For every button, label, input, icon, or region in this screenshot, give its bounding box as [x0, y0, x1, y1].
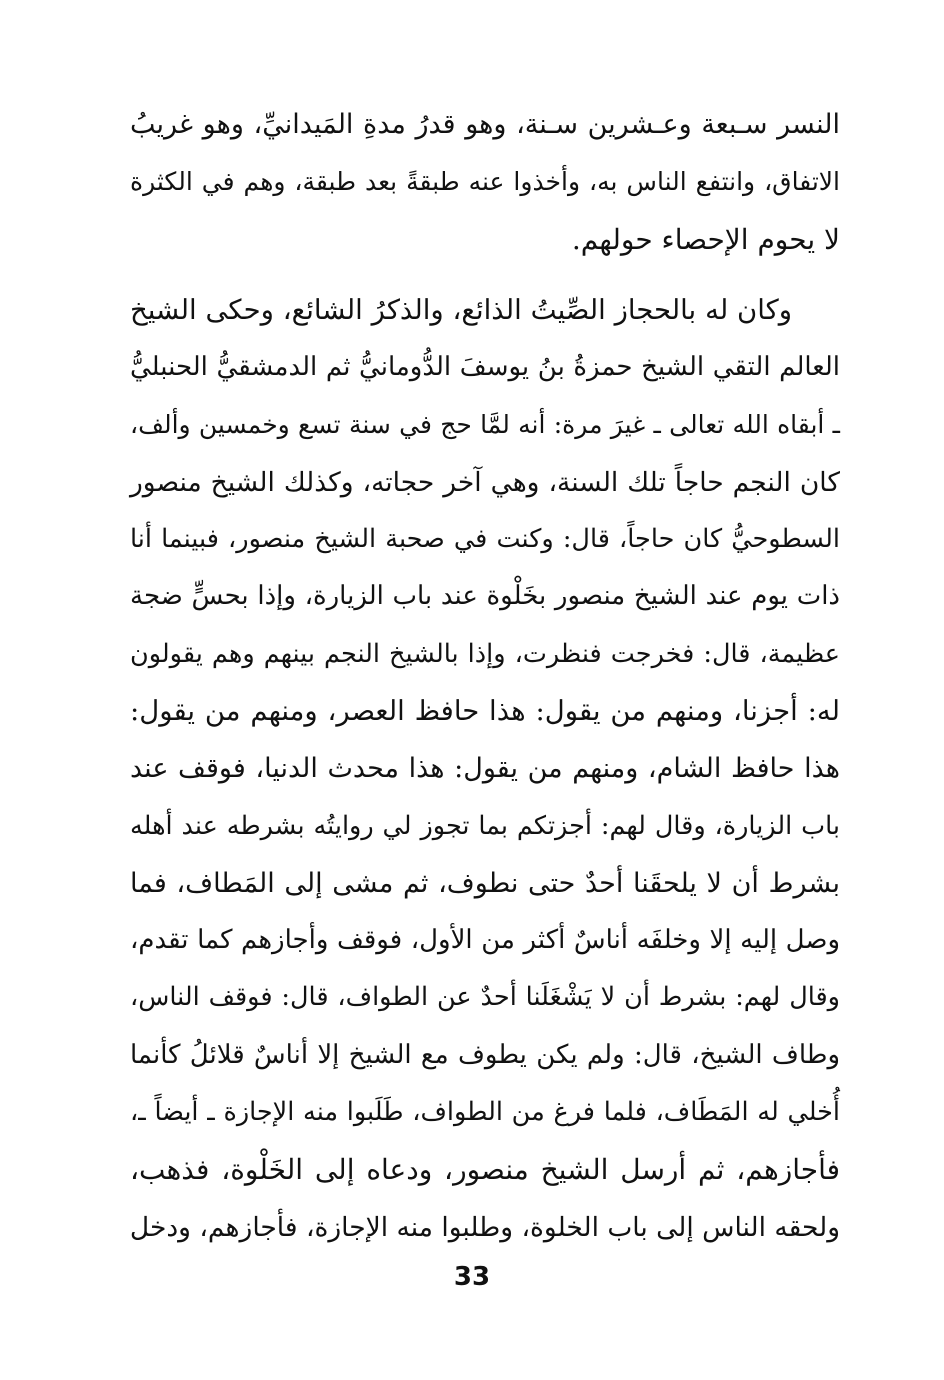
text-line: ولحقه الناس إلى باب الخلوة، وطلبوا منه الإجازة، فأجازهم، ودخل: [129, 1211, 840, 1243]
text-line: وكان له بالحجاز الصِّيتُ الذائع، والذكرُ الشائع، وحكى الشيخ: [130, 293, 792, 326]
text-line: لا يحوم الإحصاء حولهم.: [571, 222, 840, 256]
text-line: السطوحيُّ كان حاجاً، قال: وكنت في صحبة الشيخ منصور، فبينما أنا: [130, 524, 840, 555]
text-line: وطاف الشيخ، قال: ولم يكن يطوف مع الشيخ إلا أناسٌ قلائلُ كأنما: [130, 1039, 840, 1070]
text-line: بشرط أن لا يلحقَنا أحدٌ حتى نطوف، ثم مشى إلى المَطاف، فما: [130, 867, 840, 899]
text-line: وقال لهم: بشرط أن لا يَشْغَلَنا أحدٌ عن الطواف، قال: فوقف الناس،: [130, 982, 840, 1013]
text-line: هذا حافظ الشام، ومنهم من يقول: هذا محدث الدنيا، فوقف عند: [130, 753, 840, 785]
body-text: [130, 96, 840, 1256]
text-line: ـ أبقاه الله تعالى ـ غيرَ مرة: أنه لمَّا حج في سنة تسع وخمسين وألف،: [130, 410, 840, 440]
text-line: وصل إليه إلا وخلفَه أناسٌ أكثر من الأول، فوقف وأجازهم كما تقدم،: [130, 925, 841, 956]
text-line: عظيمة، قال: فخرجت فنظرت، وإذا بالشيخ النجم بينهم وهم يقولون: [130, 638, 840, 669]
text-line: أُخلي له المَطَاف، فلما فرغ من الطواف، طَلَبوا منه الإجازة ـ أيضاً ـ،: [130, 1097, 840, 1128]
text-line: باب الزيارة، وقال لهم: أجزتكم بما تجوز لي روايتُه بشرطه عند أهله: [130, 810, 840, 841]
text-line: الاتفاق، وانتفع الناس به، وأخذوا عنه طبقةً بعد طبقة، وهم في الكثرة: [130, 167, 840, 197]
paragraph-gap: [130, 268, 840, 282]
text-line: العالم التقي الشيخ حمزةُ بنُ يوسفَ الدُّومانيُّ ثم الدمشقيُّ الحنبليُّ: [130, 352, 840, 383]
text-line: ذات يوم عند الشيخ منصور بخَلْوة عند باب الزيارة، وإذا بحسٍّ ضجة: [130, 581, 840, 612]
text-line: النسر سـبعة وعـشرين سـنة، وهو قدرُ مدةِ المَيدانيِّ، وهو غريبُ: [130, 109, 840, 140]
text-line: كان النجم حاجاً تلك السنة، وهي آخر حجاته، وكذلك الشيخ منصور: [130, 466, 840, 498]
page-number: 33: [453, 1262, 491, 1292]
text-line: له: أجزنا، ومنهم من يقول: هذا حافظ العصر، ومنهم من يقول:: [130, 694, 840, 727]
text-line: فأجازهم، ثم أرسل الشيخ منصور، ودعاه إلى الخَلْوة، فذهب،: [130, 1153, 840, 1187]
